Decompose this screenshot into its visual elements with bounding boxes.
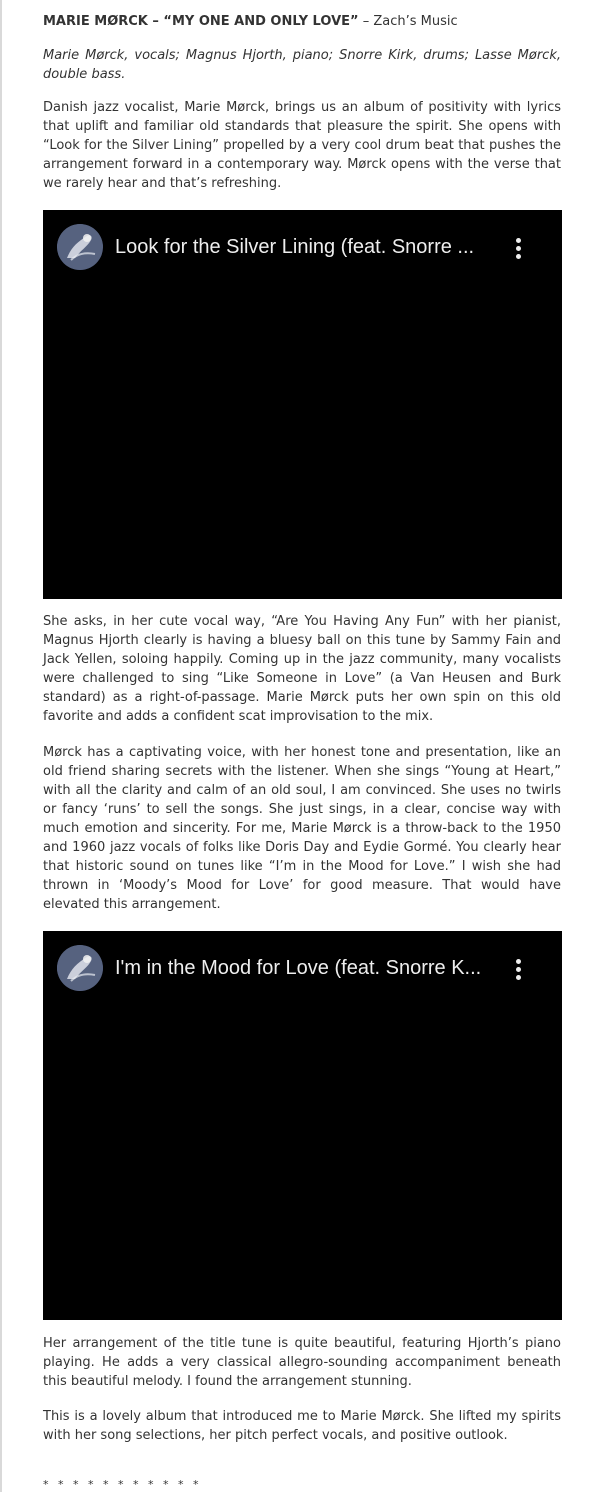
paragraph-5: This is a lovely album that introduced me to Marie Mørck. She lifted my spirits with her song selections, her pitch perfect vocals, and positive outlook. (43, 1409, 561, 1443)
album-title: MARIE MØRCK – “MY ONE AND ONLY LOVE” (43, 14, 359, 29)
record-label: – Zach’s Music (358, 14, 458, 29)
channel-avatar-icon[interactable] (57, 224, 103, 270)
album-credits: Marie Mørck, vocals; Magnus Hjorth, piano; Snorre Kirk, drums; Lasse Mørck, double bass. (43, 48, 561, 82)
video-title[interactable]: Look for the Silver Lining (feat. Snorre ... (115, 236, 475, 258)
paragraph-1: Danish jazz vocalist, Marie Mørck, brings us an album of positivity with lyrics that uplift and familiar old standards that pleasure the spirit. She opens with “Look for the Silver Lining” propelled by a very cool drum beat that pushes the arrangement forward in a contemporary way. Mørck opens with the verse that we rarely hear and that’s refreshing. (43, 100, 561, 191)
more-vert-icon[interactable] (509, 235, 529, 261)
more-vert-icon[interactable] (509, 956, 529, 982)
paragraph-2: She asks, in her cute vocal way, “Are You Having Any Fun” with her pianist, Magnus Hjorth clearly is having a bluesy ball on this tune by Sammy Fain and Jack Yellen, soloing happily. Coming up in the jazz community, many vocalists were challenged to sing “Like Someone in Love” (a Van Heusen and Burk standard) as a right-of-passage. Marie Mørck puts her own spin on this old favorite and adds a confident scat improvisation to the mix. (43, 614, 561, 724)
section-separator: * * * * * * * * * * * (43, 1478, 202, 1491)
paragraph-4: Her arrangement of the title tune is quite beautiful, featuring Hjorth’s piano playing. He adds a very classical allegro-sounding accompaniment beneath this beautiful melody. I found the arrangement stunning. (43, 1336, 561, 1389)
video-embed-mood-for-love[interactable] (43, 931, 562, 1320)
video-embed-silver-lining[interactable] (43, 210, 562, 599)
paragraph-3: Mørck has a captivating voice, with her honest tone and presentation, like an old friend sharing secrets with the listener. When she sings “Young at Heart,” with all the clarity and calm of an old soul, I am convinced. She uses no twirls or fancy ‘runs’ to sell the songs. She just sings, in a clear, concise way with much emotion and sincerity. For me, Marie Mørck is a throw-back to the 1950 and 1960 jazz vocals of folks like Doris Day and Eydie Gormé. You clearly hear that historic sound on tunes like “I’m in the Mood for Love.” I wish she had thrown in ‘Moody’s Mood for Love’ for good measure. That would have elevated this arrangement. (43, 745, 561, 912)
article-title (43, 12, 561, 31)
channel-avatar-icon[interactable] (57, 945, 103, 991)
video-title[interactable]: I'm in the Mood for Love (feat. Snorre K... (115, 957, 482, 979)
page-left-border (0, 0, 2, 1492)
